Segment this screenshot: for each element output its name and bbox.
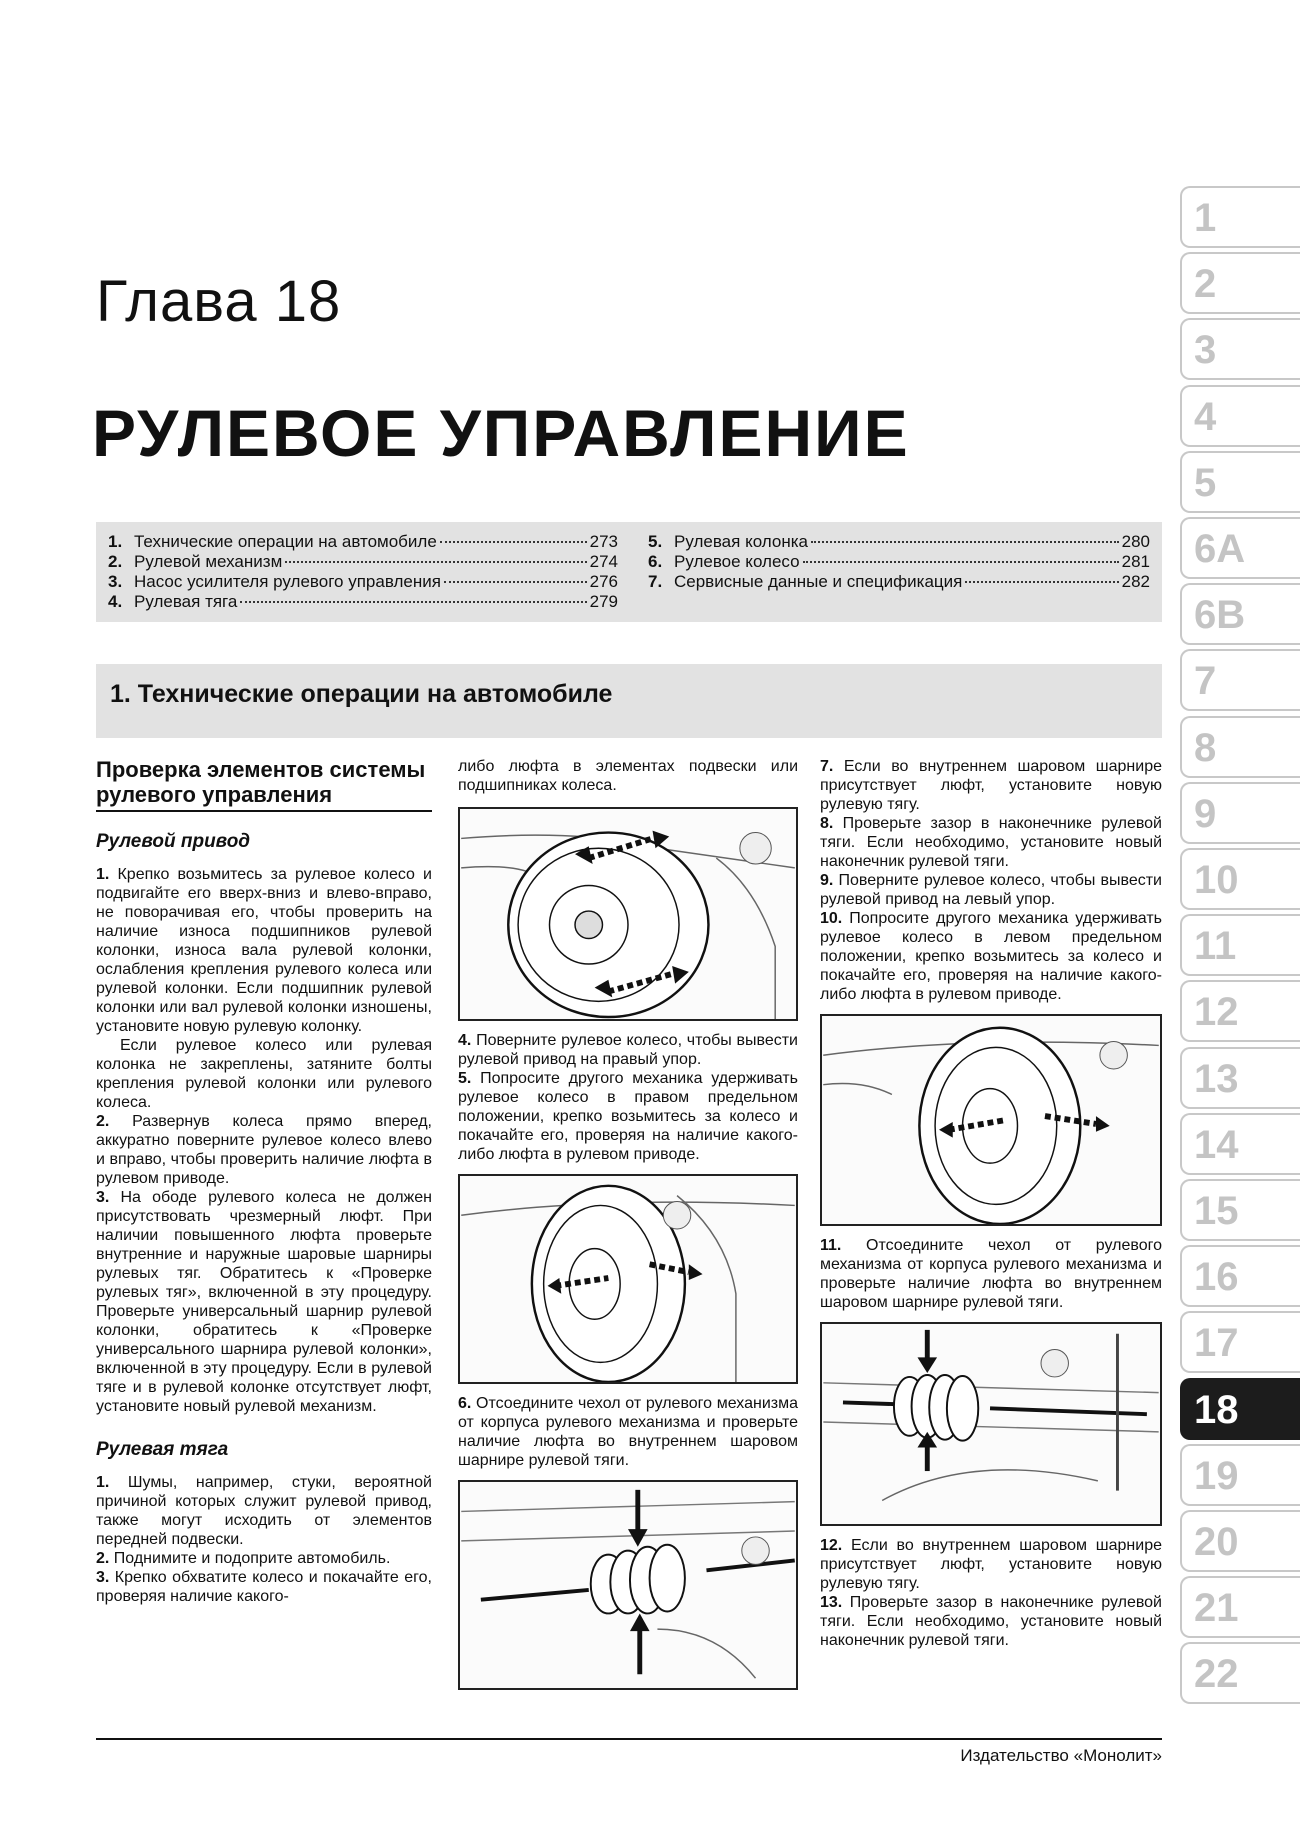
figure-wheel-right-lock [458,1174,798,1384]
footer-divider [96,1738,1162,1740]
chapter-tab-label: 19 [1194,1453,1239,1498]
chapter-tab-label: 14 [1194,1122,1239,1167]
step-paragraph: 6. Отсоедините чехол от рулевого механизма от корпуса рулевого механизма и проверьте наличие люфта во внутреннем шаровом шарнире рулевой тяги. [458,1395,798,1469]
chapter-tab-20[interactable] [1180,1510,1300,1572]
step-paragraph: 2. Поднимите и подоприте автомобиль. [96,1550,391,1567]
figure-inner-ball-joint-left [820,1322,1162,1526]
text-column-3 [820,757,1162,1650]
step-paragraph: 1. Крепко возьмитесь за рулевое колесо и подвигайте его вверх-вниз и влево-вправо, не поворачивая его, чтобы проверить на наличие износа подшипников рулевой колонки, износа вала рулевой колонки, ослабления крепления рулевого колеса или рулевой колонки. Если подшипник рулевой колонки или вал рулевой колонки изношены, установите новую рулевую колонку. [96,866,432,1035]
chapter-tab-label: 22 [1194,1652,1239,1697]
text-column-1 [96,757,432,1606]
chapter-tab-label: 6A [1194,527,1246,571]
toc-column-left [108,532,618,612]
chapter-tab-label: 4 [1194,394,1217,439]
chapter-tab-18[interactable] [1180,1378,1300,1440]
chapter-tab-7[interactable] [1180,649,1300,711]
step-paragraph: 12. Если во внутреннем шаровом шарнире присутствует люфт, установите новую рулевую тягу. [820,1537,1163,1592]
chapter-tab-10[interactable] [1180,848,1300,910]
step-paragraph: 10. Попросите другого механика удерживать рулевое колесо в левом предельном положении, крепко возьмитесь за колесо и покачайте его, проверяя на наличие какого-либо люфта в рулевом приводе. [820,910,1163,1003]
chapter-tab-17[interactable] [1180,1311,1300,1373]
chapter-tab-14[interactable] [1180,1113,1300,1175]
toc-item[interactable]: 1. Технические операции на автомобиле 273 [108,532,618,551]
wheel-illustration [460,1176,796,1382]
chapter-tab-label: 18 [1194,1387,1239,1432]
chapter-tab-19[interactable] [1180,1444,1300,1506]
chapter-tab-label: 7 [1194,659,1217,704]
chapter-tab-4[interactable] [1180,385,1300,447]
step-paragraph: 11. Отсоедините чехол от рулевого механизма от корпуса рулевого механизма и проверьте наличие люфта во внутреннем шаровом шарнире рулевой тяги. [820,1237,1162,1311]
chapter-tab-label: 13 [1194,1056,1239,1101]
chapter-tab-5[interactable] [1180,451,1300,513]
chapter-tab-16[interactable] [1180,1245,1300,1307]
chapter-tab-label: 16 [1194,1255,1239,1300]
step-paragraph: 7. Если во внутреннем шаровом шарнире присутствует люфт, установите новую рулевую тягу. [820,758,1163,813]
step-paragraph: 13. Проверьте зазор в наконечнике рулевой тяги. Если необходимо, установите новый наконечник рулевой тяги. [820,1594,1162,1649]
chapter-tab-9[interactable] [1180,782,1300,844]
table-of-contents [96,522,1162,622]
chapter-tab-label: 10 [1194,858,1239,902]
step-paragraph: 9. Поверните рулевое колесо, чтобы вывести рулевой привод на левый упор. [820,872,1162,908]
subsection-steering-drive: Рулевой привод [96,831,251,852]
chapter-tab-12[interactable] [1180,980,1300,1042]
section-title: 1. Технические операции на автомобиле [110,680,613,708]
chapter-tab-6b[interactable] [1180,583,1300,645]
chapter-label: Глава 18 [96,269,342,334]
chapter-tab-21[interactable] [1180,1576,1300,1638]
toc-item[interactable]: 6. Рулевое колесо 281 [648,552,1150,571]
paragraph: Если рулевое колесо или рулевая колонка не закреплены, затяните болты крепления рулевой колонки или рулевого колеса. [96,1037,432,1111]
chapter-tab-label: 17 [1194,1321,1239,1366]
paragraph: либо люфта в элементах подвески или подшипниках колеса. [458,758,798,794]
subsection-tie-rod: Рулевая тяга [96,1439,229,1460]
figure-wheel-vertical-play [458,807,798,1021]
step-paragraph: 4. Поверните рулевое колесо, чтобы вывести рулевой привод на правый упор. [458,1032,798,1068]
wheel-illustration [460,809,796,1019]
chapter-tab-label: 11 [1194,924,1237,969]
toc-item[interactable]: 7. Сервисные данные и спецификация 282 [648,572,1150,591]
step-paragraph: 3. Крепко обхватите колесо и покачайте его, проверяя наличие какого- [96,1569,432,1605]
toc-item[interactable]: 2. Рулевой механизм 274 [108,552,618,571]
chapter-tab-label: 9 [1194,791,1217,836]
toc-item[interactable]: 5. Рулевая колонка 280 [648,532,1150,551]
steering-rack-illustration [822,1324,1160,1524]
chapter-tab-label: 21 [1194,1586,1239,1631]
chapter-tab-11[interactable] [1180,914,1300,976]
chapter-tab-13[interactable] [1180,1047,1300,1109]
step-paragraph: 1. Шумы, например, стуки, вероятной причиной которых служит рулевой привод, также могут исходить от элементов передней подвески. [96,1474,432,1548]
step-paragraph: 5. Попросите другого механика удерживать рулевое колесо в правом предельном положении, крепко возьмитесь за колесо и покачайте его, проверяя на наличие какого-либо люфта в рулевом приводе. [458,1070,798,1163]
chapter-tab-label: 3 [1194,328,1217,373]
chapter-tab-label: 2 [1194,262,1217,307]
subsection-heading: Проверка элементов системы рулевого управления [96,757,432,812]
figure-inner-ball-joint [458,1480,798,1690]
steering-rack-illustration [460,1482,796,1688]
chapter-tab-label: 8 [1194,725,1217,770]
chapter-tab-8[interactable] [1180,716,1300,778]
step-paragraph: 2. Развернув колеса прямо вперед, аккуратно поверните рулевое колесо влево и вправо, чтобы проверить наличие люфта в рулевом приводе. [96,1113,432,1187]
chapter-tab-label: 1 [1194,196,1217,240]
publisher-footer: Издательство «Монолит» [960,1746,1162,1765]
toc-item[interactable]: 4. Рулевая тяга 279 [108,592,618,611]
chapter-tab-label: 6B [1194,593,1246,638]
wheel-illustration [822,1016,1160,1224]
chapter-tab-label: 12 [1194,990,1239,1035]
toc-item[interactable]: 3. Насос усилителя рулевого управления 276 [108,572,618,591]
chapter-tab-6a[interactable] [1180,517,1300,579]
chapter-tab-2[interactable] [1180,252,1300,314]
chapter-tab-3[interactable] [1180,318,1300,380]
chapter-tab-1[interactable] [1180,186,1300,248]
chapter-tab-label: 20 [1194,1520,1239,1564]
chapter-tab-label: 15 [1194,1189,1239,1233]
chapter-tab-15[interactable] [1180,1179,1300,1241]
toc-column-right [648,532,1150,592]
step-paragraph: 8. Проверьте зазор в наконечнике рулевой тяги. Если необходимо, установите новый наконечник рулевой тяги. [820,815,1162,870]
section-header [96,664,1162,738]
step-paragraph: 3. На ободе рулевого колеса не должен присутствовать чрезмерный люфт. При наличии повышенного люфта проверьте внутренние и наружные шаровые шарниры рулевых тяг. Обратитесь к «Проверке рулевых тяг», включенной в эту процедуру. Проверьте универсальный шарнир рулевой колонки, обратитесь к «Проверке универсального шарнира рулевой колонки», включенной в эту процедуру. Если в рулевой тяге и в рулевой колонке отсутствует люфт, установите новый рулевой механизм. [96,1189,432,1415]
page-title: РУЛЕВОЕ УПРАВЛЕНИЕ [92,396,910,470]
figure-wheel-left-lock [820,1014,1162,1226]
text-column-2 [458,757,798,1690]
chapter-tab-label: 5 [1194,460,1217,505]
chapter-tab-22[interactable] [1180,1642,1300,1704]
